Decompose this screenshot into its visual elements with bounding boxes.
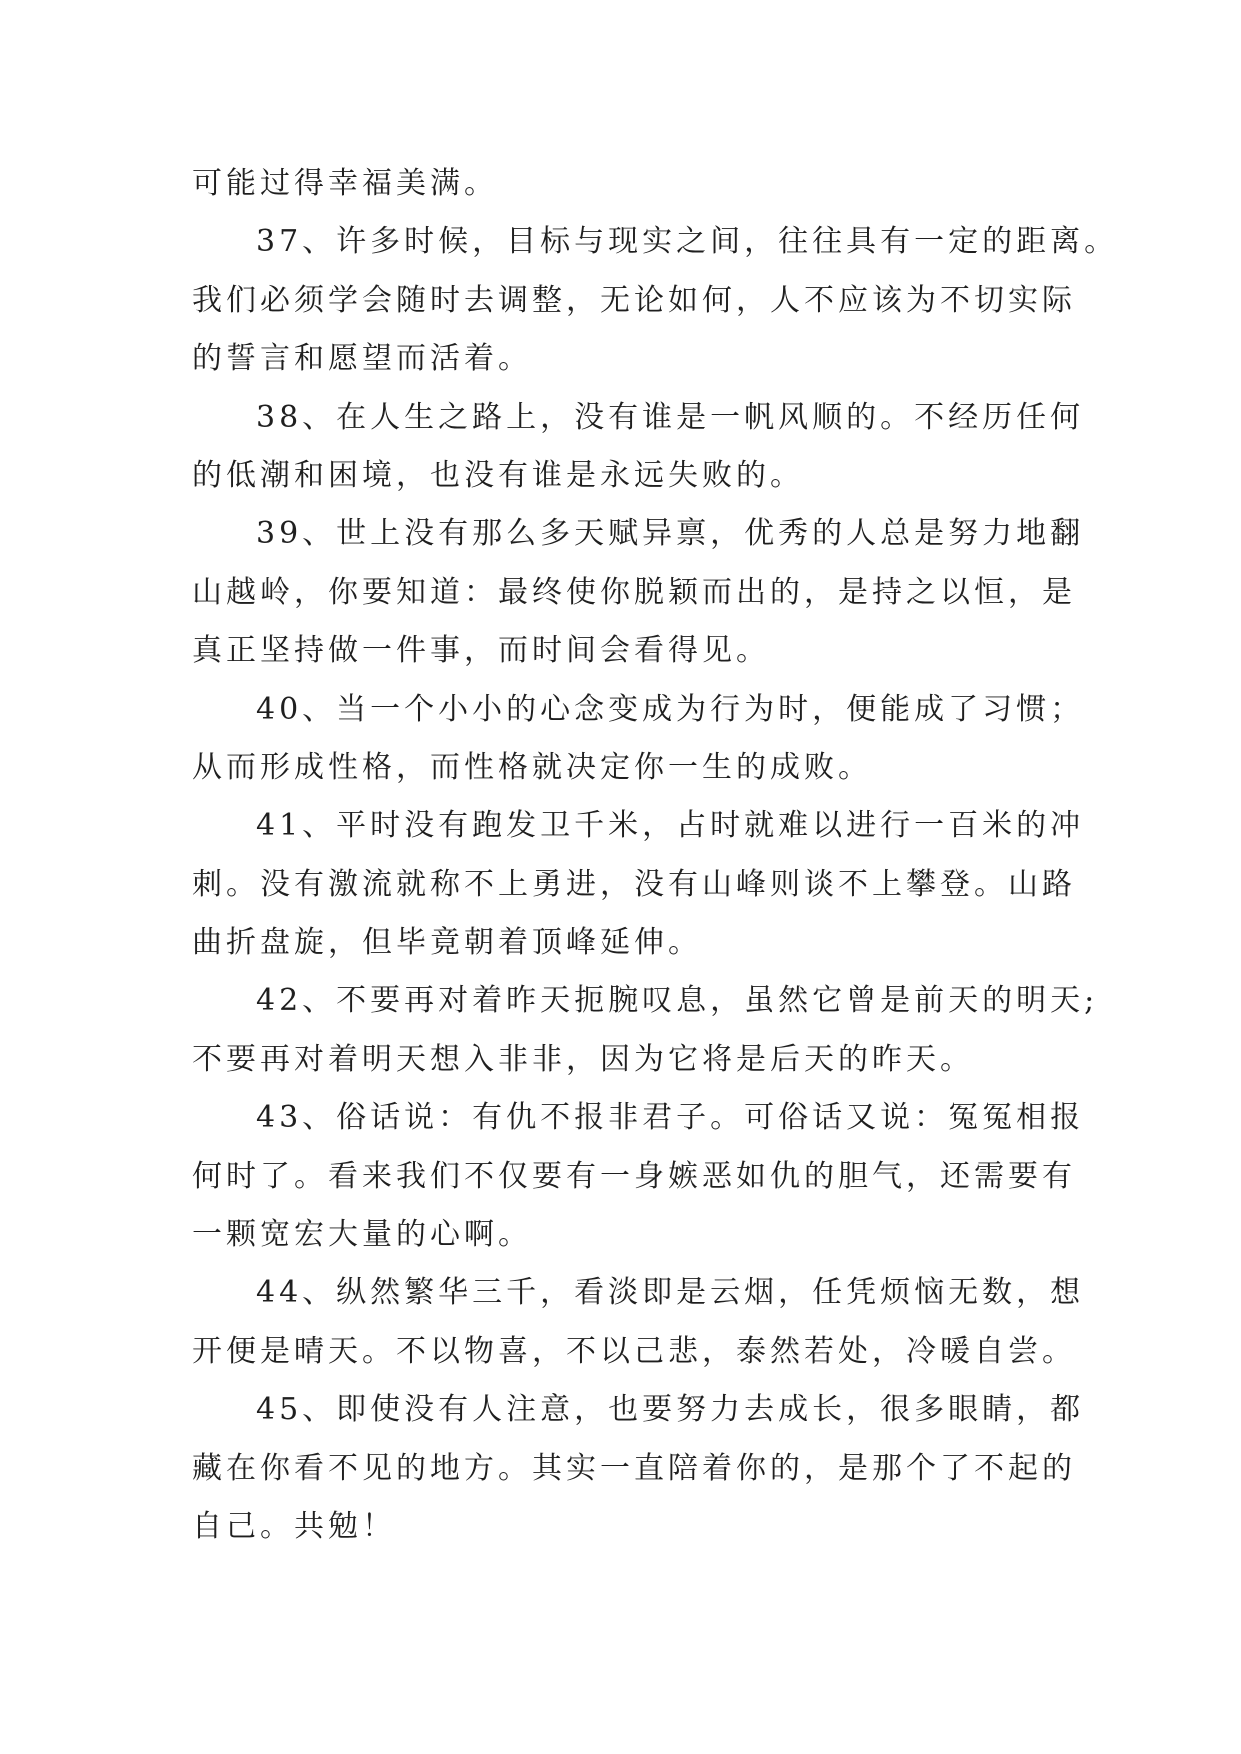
paragraph-line: 我们必须学会随时去调整，无论如何，人不应该为不切实际 xyxy=(192,282,1076,318)
paragraph-first-line: 44、纵然繁华三千，看淡即是云烟，任凭烦恼无数，想 xyxy=(256,1275,1085,1311)
paragraph-line: 刺。没有激流就称不上勇进，没有山峰则谈不上攀登。山路 xyxy=(192,866,1076,902)
paragraph-line: 何时了。看来我们不仅要有一身嫉恶如仇的胆气，还需要有 xyxy=(192,1158,1076,1194)
paragraph-first-line: 40、当一个小小的心念变成为行为时，便能成了习惯； xyxy=(256,691,1085,727)
paragraph-line: 不要再对着明天想入非非，因为它将是后天的昨天。 xyxy=(192,1041,974,1077)
paragraph-line: 一颗宽宏大量的心啊。 xyxy=(192,1217,532,1253)
paragraph-first-line: 37、许多时候，目标与现实之间，往往具有一定的距离。 xyxy=(256,224,1119,260)
paragraph-line: 的誓言和愿望而活着。 xyxy=(192,341,532,377)
paragraph-line: 自己。共勉！ xyxy=(192,1508,396,1544)
paragraph-line: 可能过得幸福美满。 xyxy=(192,166,498,201)
paragraph-line: 藏在你看不见的地方。其实一直陪着你的，是那个了不起的 xyxy=(192,1450,1076,1486)
paragraph-line: 的低潮和困境，也没有谁是永远失败的。 xyxy=(192,457,804,493)
paragraph-first-line: 39、世上没有那么多天赋异禀，优秀的人总是努力地翻 xyxy=(256,516,1085,552)
paragraph-first-line: 42、不要再对着昨天扼腕叹息，虽然它曾是前天的明天; xyxy=(256,983,1099,1019)
paragraph-first-line: 41、平时没有跑发卫千米，占时就难以进行一百米的冲 xyxy=(256,808,1085,844)
paragraph-line: 曲折盘旋，但毕竟朝着顶峰延伸。 xyxy=(192,925,702,961)
paragraph-first-line: 43、俗话说：有仇不报非君子。可俗话又说：冤冤相报 xyxy=(256,1100,1085,1136)
paragraph-line: 从而形成性格，而性格就决定你一生的成败。 xyxy=(192,749,872,785)
paragraph-first-line: 38、在人生之路上，没有谁是一帆风顺的。不经历任何 xyxy=(256,399,1085,435)
paragraph-line: 开便是晴天。不以物喜，不以己悲，泰然若处，冷暖自尝。 xyxy=(192,1333,1076,1369)
paragraph-line: 山越岭，你要知道：最终使你脱颖而出的，是持之以恒，是 xyxy=(192,574,1076,610)
body-text xyxy=(192,155,1119,1556)
paragraph-line: 真正坚持做一件事，而时间会看得见。 xyxy=(192,633,770,669)
paragraph-first-line: 45、即使没有人注意，也要努力去成长，很多眼睛，都 xyxy=(256,1392,1085,1428)
